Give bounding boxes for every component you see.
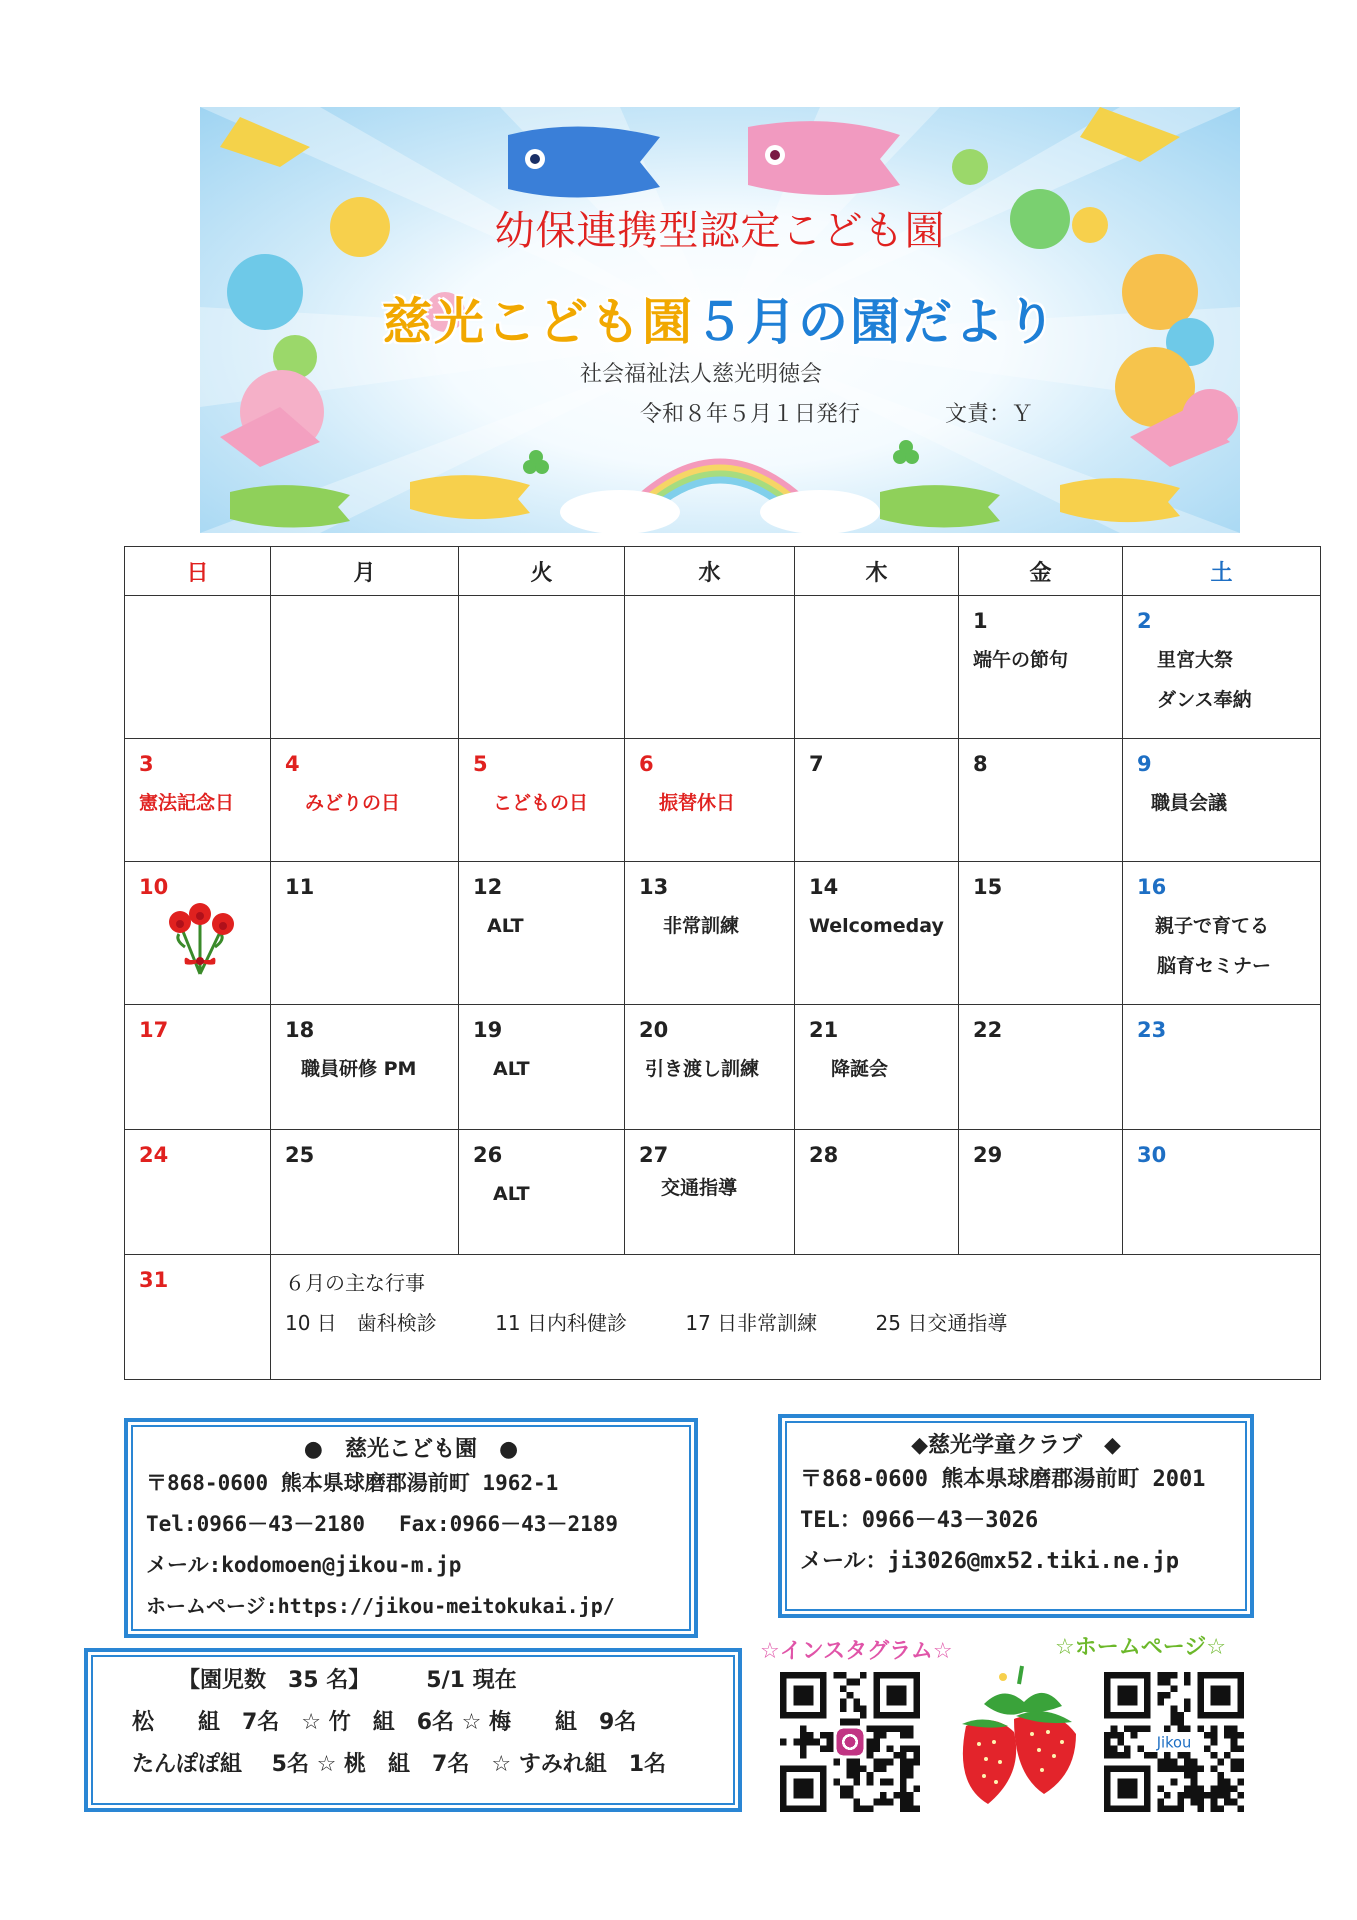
- day-number: 17: [139, 1018, 169, 1042]
- calendar-cell: [125, 1130, 271, 1255]
- day-number: 2: [1137, 609, 1152, 633]
- gakudo-mail[interactable]: メール：ji3026@mx52.tiki.ne.jp: [800, 1549, 1179, 1574]
- day-event: ALT: [493, 1058, 530, 1080]
- kodomoen-phone-line: [128, 1504, 694, 1545]
- calendar-cell: [625, 862, 795, 1005]
- calendar-cell: [125, 739, 271, 862]
- calendar-cell: [459, 1130, 625, 1255]
- june-event-item: 11 日内科健診: [495, 1311, 627, 1335]
- day-number: 13: [639, 875, 669, 899]
- weekday-sun: 日: [125, 547, 271, 596]
- calendar-cell: [795, 1005, 959, 1130]
- calendar-cell: [1123, 1130, 1321, 1255]
- calendar-cell: [125, 1005, 271, 1130]
- day-event: 脳育セミナー: [1157, 955, 1272, 977]
- calendar-cell: [1123, 596, 1321, 739]
- banner-title-school: 慈光こども園: [382, 293, 694, 351]
- weekday-fri: 金: [959, 547, 1123, 596]
- day-number: 8: [973, 752, 988, 776]
- calendar-cell: [1123, 739, 1321, 862]
- june-events-cell: [271, 1255, 1321, 1380]
- day-number: 24: [139, 1143, 169, 1167]
- day-number: 31: [139, 1268, 169, 1292]
- day-number: 26: [473, 1143, 503, 1167]
- day-number: 4: [285, 752, 300, 776]
- day-event: 端午の節句: [973, 649, 1069, 671]
- banner-org: 社会福祉法人慈光明徳会: [580, 362, 823, 387]
- carnation-icon: [155, 902, 245, 982]
- day-event: ALT: [493, 1183, 530, 1205]
- calendar-cell: [459, 862, 625, 1005]
- calendar-cell: [1123, 862, 1321, 1005]
- day-number: 22: [973, 1018, 1003, 1042]
- homepage-qr-code[interactable]: [1104, 1672, 1244, 1812]
- weekday-thu: 木: [795, 547, 959, 596]
- children-count-label: 【園児数 35 名】: [178, 1668, 371, 1693]
- gakudo-tel: TEL：0966－43－3026: [800, 1508, 1039, 1533]
- day-number: 28: [809, 1143, 839, 1167]
- day-event: 振替休日: [659, 792, 736, 814]
- day-number: 14: [809, 875, 839, 899]
- day-number: 15: [973, 875, 1003, 899]
- calendar-cell-empty: [271, 596, 459, 739]
- children-count-row: 松 組 7名 ☆ 竹 組 6名 ☆ 梅 組 9名: [132, 1710, 637, 1735]
- children-count-header: [88, 1660, 738, 1702]
- day-event: 憲法記念日: [139, 792, 235, 814]
- calendar-cell-empty: [125, 596, 271, 739]
- kodomoen-homepage[interactable]: ホームページ:https://jikou-meitokukai.jp/: [146, 1594, 615, 1618]
- day-number: 20: [639, 1018, 669, 1042]
- gakudo-address: 〒868-0600 熊本県球磨郡湯前町 2001: [800, 1467, 1206, 1492]
- day-number: 18: [285, 1018, 315, 1042]
- calendar-cell: [459, 739, 625, 862]
- day-event: 非常訓練: [663, 915, 740, 937]
- june-events-heading: ６月の主な行事: [285, 1271, 425, 1295]
- weekday-mon: 月: [271, 547, 459, 596]
- calendar-cell: [625, 1005, 795, 1130]
- day-number: 21: [809, 1018, 839, 1042]
- banner-title-month: ５月の園だより: [694, 293, 1058, 351]
- calendar-header-row: [125, 547, 1321, 596]
- day-event: 降誕会: [831, 1058, 889, 1080]
- day-number: 19: [473, 1018, 503, 1042]
- calendar-cell-empty: [795, 596, 959, 739]
- qr-logo-text: Jikou: [1156, 1734, 1192, 1752]
- calendar-cell: [459, 1005, 625, 1130]
- kodomoen-heading: ● 慈光こども園 ●: [303, 1437, 519, 1462]
- june-event-item: 17 日非常訓練: [685, 1311, 818, 1335]
- calendar-cell: [625, 1130, 795, 1255]
- kodomoen-fax: Fax:0966－43－2189: [399, 1512, 619, 1536]
- banner-title: [200, 282, 1240, 354]
- banner-subtitle: 幼保連携型認定こども園: [494, 208, 946, 254]
- header-banner: [200, 107, 1240, 533]
- calendar-cell-empty: [625, 596, 795, 739]
- day-event: ALT: [487, 915, 524, 937]
- day-event: こどもの日: [493, 792, 589, 814]
- children-count-row: たんぽぽ組 5名 ☆ 桃 組 7名 ☆ すみれ組 1名: [132, 1752, 667, 1777]
- weekday-tue: 火: [459, 547, 625, 596]
- day-event: 職員会議: [1151, 792, 1228, 814]
- instagram-qr-code[interactable]: [780, 1672, 920, 1812]
- day-number: 16: [1137, 875, 1167, 899]
- homepage-label: ☆ホームページ☆: [1055, 1635, 1227, 1660]
- calendar-cell: [795, 862, 959, 1005]
- calendar-cell: [625, 739, 795, 862]
- calendar-cell: [959, 862, 1123, 1005]
- day-event: 親子で育てる: [1155, 915, 1270, 937]
- day-event: みどりの日: [305, 792, 401, 814]
- weekday-sat: 土: [1123, 547, 1321, 596]
- june-event-item: 25 日交通指導: [875, 1311, 1008, 1335]
- day-event: 引き渡し訓練: [645, 1058, 760, 1080]
- day-number: 30: [1137, 1143, 1167, 1167]
- day-event: 職員研修 PM: [301, 1058, 417, 1080]
- day-number: 23: [1137, 1018, 1167, 1042]
- calendar-cell: [959, 1005, 1123, 1130]
- calendar-cell: [959, 739, 1123, 862]
- day-number: 1: [973, 609, 988, 633]
- calendar-cell: [271, 1130, 459, 1255]
- kodomoen-mail[interactable]: メール:kodomoen@jikou-m.jp: [146, 1553, 462, 1577]
- calendar-week-row: [125, 739, 1321, 862]
- calendar-cell-empty: [459, 596, 625, 739]
- june-event-item: 10 日 歯科検診: [285, 1311, 437, 1335]
- koinobori-pink-icon: [748, 121, 900, 195]
- calendar-cell: [1123, 1005, 1321, 1130]
- strawberry-icon: [944, 1664, 1094, 1814]
- banner-author: 文責：Ｙ: [945, 402, 1034, 427]
- calendar-cell: [125, 1255, 271, 1380]
- calendar-week-row: [125, 596, 1321, 739]
- day-event: Welcomeday: [809, 915, 944, 937]
- calendar-cell: [959, 596, 1123, 739]
- children-count-box: [84, 1648, 742, 1812]
- day-event: 里宮大祭: [1157, 649, 1234, 671]
- gakudo-contact-box: [778, 1414, 1254, 1618]
- banner-issued: 令和８年５月１日発行: [640, 402, 861, 427]
- calendar-cell: [271, 1005, 459, 1130]
- calendar-cell: [271, 862, 459, 1005]
- day-number: 5: [473, 752, 488, 776]
- calendar-cell: [795, 1130, 959, 1255]
- june-events-list: [285, 1303, 1320, 1343]
- calendar-week-row: [125, 1130, 1321, 1255]
- day-number: 11: [285, 875, 315, 899]
- calendar-cell: [271, 739, 459, 862]
- calendar-table: [124, 546, 1321, 1380]
- day-number: 9: [1137, 752, 1152, 776]
- day-number: 7: [809, 752, 824, 776]
- weekday-wed: 水: [625, 547, 795, 596]
- day-number: 6: [639, 752, 654, 776]
- kodomoen-tel: Tel:0966－43－2180: [146, 1512, 366, 1536]
- calendar-cell: [125, 862, 271, 1005]
- day-number: 10: [139, 875, 169, 899]
- calendar-week-row: [125, 862, 1321, 1005]
- day-event: 交通指導: [661, 1177, 738, 1199]
- children-count-date: 5/1 現在: [426, 1668, 517, 1693]
- calendar-week-row: [125, 1005, 1321, 1130]
- kodomoen-contact-box: [124, 1418, 698, 1638]
- day-number: 3: [139, 752, 154, 776]
- day-number: 25: [285, 1143, 315, 1167]
- day-number: 12: [473, 875, 503, 899]
- instagram-label: ☆インスタグラム☆: [760, 1639, 953, 1664]
- koinobori-blue-icon: [508, 126, 660, 197]
- june-events: [271, 1255, 1320, 1343]
- kodomoen-address: 〒868-0600 熊本県球磨郡湯前町 1962-1: [146, 1471, 559, 1495]
- day-event: ダンス奉納: [1157, 689, 1252, 711]
- gakudo-heading: ◆慈光学童クラブ ◆: [911, 1433, 1121, 1458]
- calendar-week-row: [125, 1255, 1321, 1380]
- calendar-cell: [795, 739, 959, 862]
- day-number: 29: [973, 1143, 1003, 1167]
- day-number: 27: [639, 1143, 669, 1167]
- calendar-cell: [959, 1130, 1123, 1255]
